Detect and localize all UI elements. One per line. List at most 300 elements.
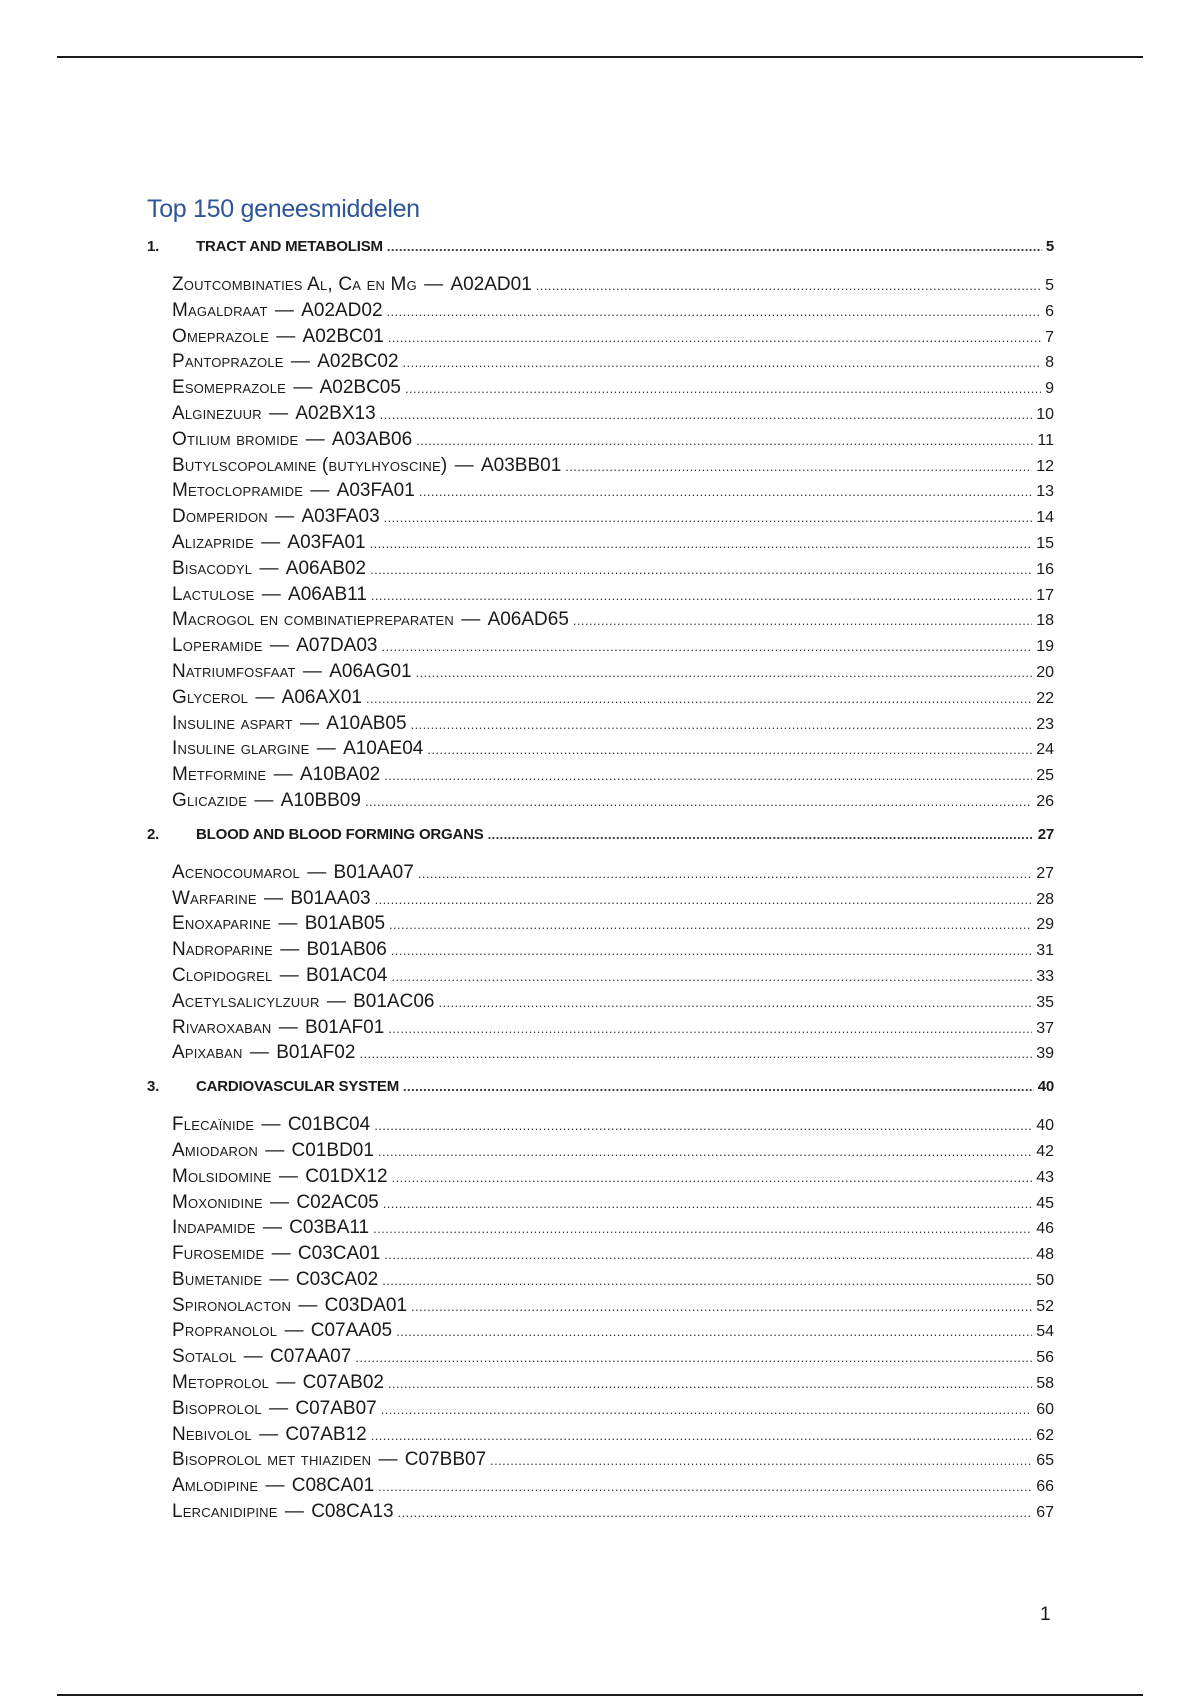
toc-entry[interactable]: [172, 1398, 1054, 1424]
entry-page: 35: [1036, 993, 1054, 1011]
dot-leader: [383, 1196, 1032, 1211]
toc-sections: [147, 238, 1054, 1527]
entry-label: [172, 764, 380, 786]
em-dash: —: [238, 1346, 268, 1368]
atc-code: A02AD01: [450, 274, 532, 295]
drug-name: Loperamide: [172, 635, 263, 657]
atc-code: B01AC04: [306, 964, 388, 986]
drug-name: Omeprazole: [172, 325, 269, 347]
em-dash: —: [263, 402, 294, 424]
dot-leader: [416, 665, 1033, 680]
page-number: 1: [1040, 1604, 1051, 1625]
atc-code: C07AA07: [269, 1346, 352, 1368]
drug-name: Enoxaparine: [172, 913, 272, 935]
toc-entry[interactable]: [172, 532, 1054, 558]
drug-name: Furosemide: [172, 1243, 265, 1265]
dot-leader: [565, 459, 1032, 474]
entry-page: 60: [1036, 1400, 1054, 1418]
entry-label: [172, 1295, 407, 1317]
atc-code: A06AG01: [329, 660, 412, 682]
dot-leader: [370, 562, 1032, 577]
drug-name: Esomeprazole: [172, 377, 287, 399]
drug-name: Bisoprolol: [172, 1397, 262, 1419]
em-dash: —: [254, 557, 284, 579]
dot-leader: [381, 1402, 1032, 1417]
entry-label: [172, 661, 412, 683]
entry-label: [172, 635, 378, 657]
entry-label: [172, 300, 383, 322]
drug-name: Domperidon: [172, 506, 268, 528]
entry-label: [172, 1501, 394, 1523]
toc-entry[interactable]: [172, 403, 1054, 429]
toc-section: [147, 238, 1054, 816]
dot-leader: [378, 1479, 1032, 1494]
toc-section-heading[interactable]: [147, 1078, 1054, 1104]
entry-page: 50: [1036, 1271, 1054, 1289]
section-page: 40: [1037, 1078, 1054, 1096]
entry-page: 7: [1045, 328, 1054, 346]
toc-entry[interactable]: [172, 1017, 1054, 1043]
toc-entry[interactable]: [172, 1449, 1054, 1475]
drug-name: Lactulose: [172, 583, 255, 605]
entry-label: [172, 888, 371, 910]
dot-leader: [419, 484, 1032, 499]
em-dash: —: [305, 480, 335, 502]
entry-label: [172, 326, 384, 348]
atc-code: A10AE04: [343, 738, 424, 760]
atc-code: C02AC05: [296, 1191, 379, 1213]
entry-label: [172, 609, 569, 631]
dot-leader: [388, 330, 1041, 345]
drug-name: Rivaroxaban: [172, 1016, 272, 1038]
drug-name: Bumetanide: [172, 1268, 263, 1290]
em-dash: —: [244, 1042, 275, 1064]
toc-entry[interactable]: [172, 1166, 1054, 1192]
entry-page: 27: [1036, 864, 1054, 882]
atc-code: C03BA11: [289, 1217, 370, 1239]
em-dash: —: [259, 1139, 290, 1161]
toc-entry[interactable]: [172, 738, 1054, 764]
entry-label: [172, 274, 532, 296]
entry-page: 14: [1036, 509, 1054, 527]
toc-entry[interactable]: [172, 991, 1054, 1017]
drug-name: Bisacodyl: [172, 557, 253, 579]
dot-leader: [388, 1376, 1032, 1391]
atc-code: A10BA02: [299, 764, 381, 786]
em-dash: —: [293, 1294, 323, 1316]
em-dash: —: [285, 351, 316, 373]
drug-name: Bisoprolol met thiaziden: [172, 1449, 372, 1471]
atc-code: C03CA01: [297, 1243, 381, 1265]
drug-name: Acetylsalicylzuur: [172, 990, 320, 1012]
section-title: TRACT AND METABOLISM: [196, 238, 383, 255]
toc-entry[interactable]: [172, 274, 1054, 300]
em-dash: —: [279, 1320, 309, 1342]
atc-code: B01AC06: [353, 990, 435, 1012]
entry-page: 65: [1036, 1452, 1054, 1470]
dot-leader: [380, 407, 1033, 422]
atc-code: C01BD01: [291, 1139, 374, 1161]
entry-page: 40: [1036, 1117, 1054, 1135]
drug-name: Macrogol en combinatiepreparaten: [172, 609, 454, 631]
toc-entry[interactable]: [172, 300, 1054, 326]
toc-entry[interactable]: [172, 429, 1054, 455]
toc-entry[interactable]: [172, 480, 1054, 506]
entry-label: [172, 713, 407, 735]
drug-name: Otilium bromide: [172, 428, 299, 450]
toc-entry[interactable]: [172, 609, 1054, 635]
em-dash: —: [273, 913, 303, 935]
dot-leader: [382, 639, 1033, 654]
drug-name: Butylscopolamine (butylhyoscine): [172, 454, 448, 476]
entry-label: [172, 1475, 374, 1497]
drug-name: Magaldraat: [172, 299, 268, 321]
entry-label: [172, 1320, 392, 1342]
entry-page: 9: [1045, 380, 1054, 398]
atc-code: A03BB01: [480, 454, 562, 476]
toc-entry[interactable]: [172, 1269, 1054, 1295]
atc-code: C07AB07: [295, 1397, 377, 1419]
entry-label: [172, 913, 385, 935]
entry-page: 48: [1036, 1246, 1054, 1264]
table-of-contents: [147, 195, 1054, 1537]
toc-entry[interactable]: [172, 1346, 1054, 1372]
entry-page: 28: [1036, 890, 1054, 908]
entry-label: [172, 351, 399, 373]
toc-entry[interactable]: [172, 687, 1054, 713]
toc-entry[interactable]: [172, 635, 1054, 661]
entry-label: [172, 1449, 486, 1471]
drug-name: Insuline glargine: [172, 738, 310, 760]
entry-label: [172, 558, 366, 580]
atc-code: C07AA05: [310, 1320, 393, 1342]
toc-entry[interactable]: [172, 1140, 1054, 1166]
atc-code: B01AF02: [276, 1042, 356, 1064]
em-dash: —: [249, 789, 279, 811]
toc-entry[interactable]: [172, 1475, 1054, 1501]
dot-leader: [375, 892, 1033, 907]
atc-code: A07DA03: [296, 635, 378, 657]
toc-entry[interactable]: [172, 1042, 1054, 1068]
header-rule: [57, 56, 1143, 58]
entry-page: 18: [1036, 612, 1054, 630]
dot-leader: [403, 1079, 1034, 1094]
dot-leader: [359, 1046, 1032, 1061]
em-dash: —: [250, 686, 280, 708]
toc-entry[interactable]: [172, 1320, 1054, 1346]
entry-page: 46: [1036, 1220, 1054, 1238]
entry-label: [172, 1346, 351, 1368]
atc-code: C03DA01: [324, 1294, 408, 1316]
toc-entry[interactable]: [172, 1243, 1054, 1269]
atc-code: B01AA03: [290, 887, 371, 909]
em-dash: —: [260, 1475, 290, 1497]
em-dash: —: [256, 583, 287, 605]
entry-label: [172, 1166, 388, 1188]
dot-leader: [388, 1021, 1032, 1036]
dot-leader: [366, 691, 1032, 706]
em-dash: —: [274, 964, 305, 986]
em-dash: —: [449, 454, 479, 476]
toc-entry[interactable]: [172, 862, 1054, 888]
em-dash: —: [279, 1501, 310, 1523]
atc-code: B01AB05: [304, 913, 386, 935]
dot-leader: [416, 433, 1033, 448]
section-title: BLOOD AND BLOOD FORMING ORGANS: [196, 825, 484, 843]
toc-entry[interactable]: [172, 1372, 1054, 1398]
dot-leader: [418, 866, 1032, 881]
dot-leader: [405, 381, 1041, 396]
atc-code: A02BC05: [319, 377, 401, 399]
entry-page: 8: [1045, 354, 1054, 372]
atc-code: A03FA01: [287, 531, 366, 553]
toc-entry[interactable]: [172, 888, 1054, 914]
toc-entry[interactable]: [172, 939, 1054, 965]
entry-label: [172, 1114, 370, 1136]
entry-page: 62: [1036, 1426, 1054, 1444]
em-dash: —: [269, 506, 300, 528]
entry-label: [172, 862, 414, 884]
toc-entry[interactable]: [172, 506, 1054, 532]
entry-page: 67: [1036, 1504, 1054, 1522]
entry-label: [172, 1424, 367, 1446]
dot-leader: [573, 613, 1032, 628]
em-dash: —: [264, 635, 295, 657]
atc-code: C03CA02: [295, 1268, 379, 1290]
entry-page: 31: [1036, 942, 1054, 960]
drug-name: Alizapride: [172, 531, 254, 553]
entry-page: 16: [1036, 560, 1054, 578]
drug-name: Metoprolol: [172, 1372, 270, 1394]
drug-name: Acenocoumarol: [172, 861, 300, 883]
entry-page: 45: [1036, 1194, 1054, 1212]
entry-page: 52: [1036, 1297, 1054, 1315]
atc-code: A06AD65: [487, 609, 569, 631]
em-dash: —: [253, 1423, 284, 1445]
toc-entry[interactable]: [172, 1501, 1054, 1527]
dot-leader: [365, 794, 1032, 809]
entry-page: 66: [1036, 1478, 1054, 1496]
atc-code: C07BB07: [404, 1449, 487, 1471]
entry-page: 25: [1036, 767, 1054, 785]
atc-code: B01AA07: [333, 861, 414, 883]
dot-leader: [490, 1453, 1032, 1468]
entry-page: 13: [1036, 483, 1054, 501]
entry-page: 58: [1036, 1375, 1054, 1393]
dot-leader: [391, 969, 1032, 984]
dot-leader: [411, 1299, 1032, 1314]
toc-entry[interactable]: [172, 790, 1054, 816]
dot-leader: [384, 1247, 1032, 1262]
em-dash: —: [256, 1114, 286, 1136]
toc-entry[interactable]: [172, 965, 1054, 991]
drug-name: Zoutcombinaties Al, Ca en Mg: [172, 274, 417, 295]
entry-page: 26: [1036, 792, 1054, 810]
entry-page: 10: [1036, 405, 1054, 423]
em-dash: —: [300, 428, 330, 450]
atc-code: B01AF01: [305, 1016, 385, 1038]
entry-label: [172, 1017, 384, 1039]
drug-name: Pantoprazole: [172, 351, 284, 373]
drug-name: Apixaban: [172, 1042, 243, 1064]
toc-entry-list: [147, 862, 1054, 1068]
entry-page: 15: [1036, 534, 1054, 552]
toc-entry[interactable]: [172, 1424, 1054, 1450]
footer-rule: [57, 1694, 1143, 1696]
drug-name: Metoclopramide: [172, 480, 304, 502]
toc-entry[interactable]: [172, 455, 1054, 481]
entry-label: [172, 455, 561, 477]
entry-page: 42: [1036, 1142, 1054, 1160]
em-dash: —: [456, 609, 486, 631]
em-dash: —: [418, 274, 449, 295]
toc-entry[interactable]: [172, 764, 1054, 790]
drug-name: Flecaïnide: [172, 1114, 255, 1136]
entry-page: 6: [1045, 302, 1054, 320]
em-dash: —: [258, 887, 289, 909]
entry-label: [172, 429, 412, 451]
drug-name: Propranolol: [172, 1320, 278, 1342]
drug-name: Moxonidine: [172, 1191, 263, 1213]
atc-code: A06AB11: [288, 583, 367, 605]
drug-name: Sotalol: [172, 1346, 237, 1368]
drug-name: Warfarine: [172, 887, 257, 909]
drug-name: Lercanidipine: [172, 1501, 278, 1523]
em-dash: —: [273, 1016, 304, 1038]
entry-label: [172, 965, 387, 987]
entry-label: [172, 1140, 374, 1162]
entry-label: [172, 790, 361, 812]
entry-label: [172, 1042, 355, 1064]
dot-leader: [392, 1170, 1033, 1185]
dot-leader: [370, 536, 1033, 551]
atc-code: C07AB02: [302, 1372, 384, 1394]
drug-name: Glicazide: [172, 789, 248, 811]
entry-label: [172, 1192, 379, 1214]
em-dash: —: [264, 1191, 295, 1213]
entry-label: [172, 738, 423, 760]
toc-section-heading[interactable]: [147, 826, 1054, 852]
toc-entry[interactable]: [172, 558, 1054, 584]
section-page: 27: [1037, 825, 1054, 843]
atc-code: A03FA01: [336, 480, 415, 502]
entry-page: 20: [1036, 663, 1054, 681]
entry-label: [172, 991, 434, 1013]
entry-page: 17: [1036, 586, 1054, 604]
em-dash: —: [273, 1165, 304, 1187]
dot-leader: [398, 1505, 1033, 1520]
section-number: 2.: [147, 825, 160, 843]
entry-page: 39: [1036, 1045, 1054, 1063]
toc-entry[interactable]: [172, 913, 1054, 939]
drug-name: Amiodaron: [172, 1139, 258, 1161]
atc-code: A10BB09: [280, 789, 361, 811]
em-dash: —: [294, 712, 325, 734]
drug-name: Metformine: [172, 764, 267, 786]
toc-entry[interactable]: [172, 351, 1054, 377]
drug-name: Amlodipine: [172, 1475, 259, 1497]
entry-label: [172, 480, 415, 502]
section-number: 3.: [147, 1078, 160, 1096]
dot-leader: [371, 1428, 1032, 1443]
drug-name: Nadroparine: [172, 939, 273, 961]
entry-label: [172, 403, 376, 425]
drug-name: Nebivolol: [172, 1423, 252, 1445]
dot-leader: [373, 1221, 1032, 1236]
toc-entry[interactable]: [172, 1217, 1054, 1243]
toc-entry[interactable]: [172, 1295, 1054, 1321]
dot-leader: [378, 1144, 1032, 1159]
entry-page: 11: [1037, 431, 1054, 449]
em-dash: —: [271, 1372, 301, 1394]
toc-section-heading[interactable]: [147, 238, 1054, 264]
toc-entry[interactable]: [172, 713, 1054, 739]
atc-code: A06AX01: [281, 686, 362, 708]
entry-label: [172, 506, 380, 528]
em-dash: —: [321, 990, 352, 1012]
drug-name: Glycerol: [172, 686, 249, 708]
entry-page: 12: [1036, 457, 1054, 475]
em-dash: —: [269, 299, 300, 321]
em-dash: —: [297, 660, 328, 682]
drug-name: Indapamide: [172, 1217, 256, 1239]
toc-entry[interactable]: [172, 326, 1054, 352]
section-page: 5: [1045, 238, 1054, 255]
em-dash: —: [263, 1397, 294, 1419]
atc-code: A10AB05: [326, 712, 407, 734]
entry-label: [172, 1372, 384, 1394]
em-dash: —: [288, 377, 318, 399]
entry-label: [172, 1217, 369, 1239]
entry-label: [172, 939, 387, 961]
atc-code: B01AB06: [306, 939, 387, 961]
atc-code: C08CA13: [311, 1501, 394, 1523]
section-title: CARDIOVASCULAR SYSTEM: [196, 1078, 400, 1096]
toc-entry[interactable]: [172, 584, 1054, 610]
drug-name: Clopidogrel: [172, 964, 273, 986]
dot-leader: [391, 943, 1032, 958]
atc-code: C07AB12: [285, 1423, 367, 1445]
toc-entry[interactable]: [172, 1114, 1054, 1140]
toc-entry-list: [147, 274, 1054, 816]
em-dash: —: [270, 325, 301, 347]
dot-leader: [427, 742, 1032, 757]
atc-code: C08CA01: [291, 1475, 375, 1497]
dot-leader: [384, 510, 1033, 525]
dot-leader: [374, 1118, 1032, 1133]
toc-entry[interactable]: [172, 661, 1054, 687]
entry-label: [172, 687, 362, 709]
entry-page: 22: [1036, 689, 1054, 707]
dot-leader: [387, 239, 1042, 254]
atc-code: C01DX12: [305, 1165, 388, 1187]
section-number: 1.: [147, 238, 160, 255]
entry-page: 23: [1036, 715, 1054, 733]
toc-entry-list: [147, 1114, 1054, 1527]
dot-leader: [536, 278, 1041, 293]
entry-page: 54: [1036, 1323, 1054, 1341]
em-dash: —: [266, 1243, 296, 1265]
dot-leader: [382, 1273, 1032, 1288]
toc-entry[interactable]: [172, 1192, 1054, 1218]
toc-entry[interactable]: [172, 377, 1054, 403]
atc-code: A02BC01: [302, 325, 384, 347]
drug-name: Insuline aspart: [172, 712, 293, 734]
atc-code: A02BC02: [317, 351, 399, 373]
em-dash: —: [301, 861, 332, 883]
toc-section: [147, 826, 1054, 1068]
entry-label: [172, 584, 367, 606]
